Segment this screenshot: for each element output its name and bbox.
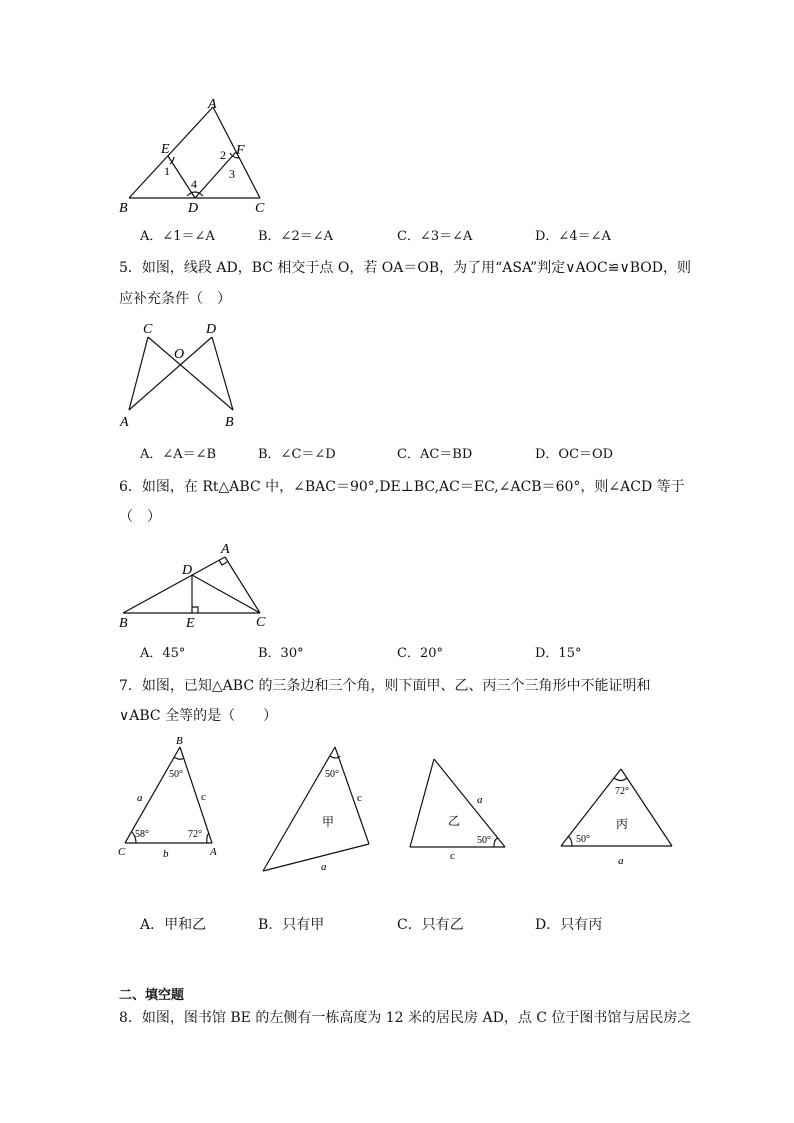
q7-question-line2: ∨ABC 全等的是（ ） <box>119 708 278 724</box>
q4-label-A: A <box>208 97 217 112</box>
q7-option-c[interactable]: C．只有乙 <box>397 917 464 933</box>
q7-abc-side-a: a <box>137 792 143 804</box>
q5-question-line2: 应补充条件（ ） <box>119 291 231 307</box>
q4-label-B: B <box>119 201 128 216</box>
q6-option-d[interactable]: D．15° <box>535 646 582 661</box>
q7-bing-side-a: a <box>618 855 624 867</box>
q7-figure-bing <box>555 762 680 872</box>
q7-option-b[interactable]: B．只有甲 <box>258 917 325 933</box>
q7-figure-jia <box>255 740 380 880</box>
q5-option-a[interactable]: A．∠A＝∠B <box>140 447 217 462</box>
q7-bing-name: 丙 <box>616 817 629 831</box>
q7-figure-abc <box>115 733 230 863</box>
q5-label-C: C <box>143 322 153 337</box>
q6-question-line2: （ ） <box>119 509 161 525</box>
q7-yi-angle: 50° <box>477 835 491 846</box>
q7-jia-side-c: c <box>357 792 362 804</box>
q6-option-a[interactable]: A．45° <box>140 646 186 661</box>
q7-jia-side-a: a <box>321 861 327 873</box>
q4-option-b[interactable]: B．∠2＝∠A <box>258 229 333 244</box>
q5-figure <box>115 318 245 433</box>
q6-question-line1: 6．如图，在 Rt△ABC 中，∠BAC＝90°,DE⊥BC,AC＝EC,∠ACB＝60°，则∠ACD 等于 <box>119 479 685 495</box>
q7-bing-angle-left: 50° <box>576 834 590 845</box>
q5-question-line1: 5．如图，线段 AD，BC 相交于点 O，若 OA＝OB，为了用“ASA”判定∨AOC≌∨BOD，则 <box>119 260 691 276</box>
q4-label-C: C <box>255 201 265 216</box>
q7-abc-label-A: A <box>210 846 217 858</box>
q4-option-d[interactable]: D．∠4＝∠A <box>535 229 611 244</box>
q4-label-E: E <box>161 142 170 157</box>
q4-figure <box>115 95 275 220</box>
q4-angle-4: 4 <box>191 177 197 191</box>
section-title-fill-in: 二、填空题 <box>119 988 185 1003</box>
q6-option-c[interactable]: C．20° <box>397 646 443 661</box>
q7-abc-label-C: C <box>118 846 126 858</box>
q6-option-b[interactable]: B．30° <box>258 646 304 661</box>
q6-label-C: C <box>256 615 266 630</box>
q7-figure-yi <box>405 755 515 865</box>
q6-label-B: B <box>119 616 128 631</box>
q5-option-b[interactable]: B．∠C＝∠D <box>258 447 336 462</box>
q5-option-c[interactable]: C．AC＝BD <box>397 447 473 462</box>
q5-label-B: B <box>225 415 234 430</box>
q7-yi-side-a: a <box>477 794 483 806</box>
q4-angle-1: 1 <box>164 164 170 178</box>
q5-option-d[interactable]: D．OC＝OD <box>535 447 614 462</box>
q7-option-a[interactable]: A．甲和乙 <box>140 917 207 933</box>
q4-label-F: F <box>236 143 245 158</box>
q6-figure <box>115 538 275 633</box>
q4-angle-2: 2 <box>220 148 226 162</box>
q7-yi-side-c: c <box>450 850 455 862</box>
q7-abc-angle-C: 58° <box>135 829 149 840</box>
q7-abc-angle-A: 72° <box>188 829 202 840</box>
q7-question-line1: 7．如图，已知△ABC 的三条边和三个角，则下面甲、乙、丙三个三角形中不能证明和 <box>119 678 651 694</box>
q7-option-d[interactable]: D．只有丙 <box>535 917 603 933</box>
q6-label-D: D <box>182 563 193 578</box>
q7-abc-angle-B: 50° <box>169 769 183 780</box>
q7-abc-side-b: b <box>163 848 169 860</box>
q4-option-c[interactable]: C．∠3＝∠A <box>397 229 473 244</box>
q7-yi-name: 乙 <box>448 814 461 828</box>
q6-label-A: A <box>221 542 230 557</box>
q6-label-E: E <box>186 616 195 631</box>
q4-label-D: D <box>188 201 199 216</box>
q4-option-a[interactable]: A．∠1＝∠A <box>140 229 215 244</box>
q5-label-O: O <box>174 347 185 362</box>
q5-label-A: A <box>120 415 129 430</box>
q7-abc-label-B: B <box>176 735 183 747</box>
q7-bing-angle-top: 72° <box>615 786 629 797</box>
q4-angle-3: 3 <box>229 167 235 181</box>
q5-label-D: D <box>206 322 217 337</box>
q7-jia-angle: 50° <box>325 769 339 780</box>
q8-question-line1: 8．如图，图书馆 BE 的左侧有一栋高度为 12 米的居民房 AD，点 C 位于图书馆与居民房之 <box>119 1010 692 1026</box>
q7-jia-name: 甲 <box>322 815 335 829</box>
q7-abc-side-c: c <box>201 791 206 803</box>
